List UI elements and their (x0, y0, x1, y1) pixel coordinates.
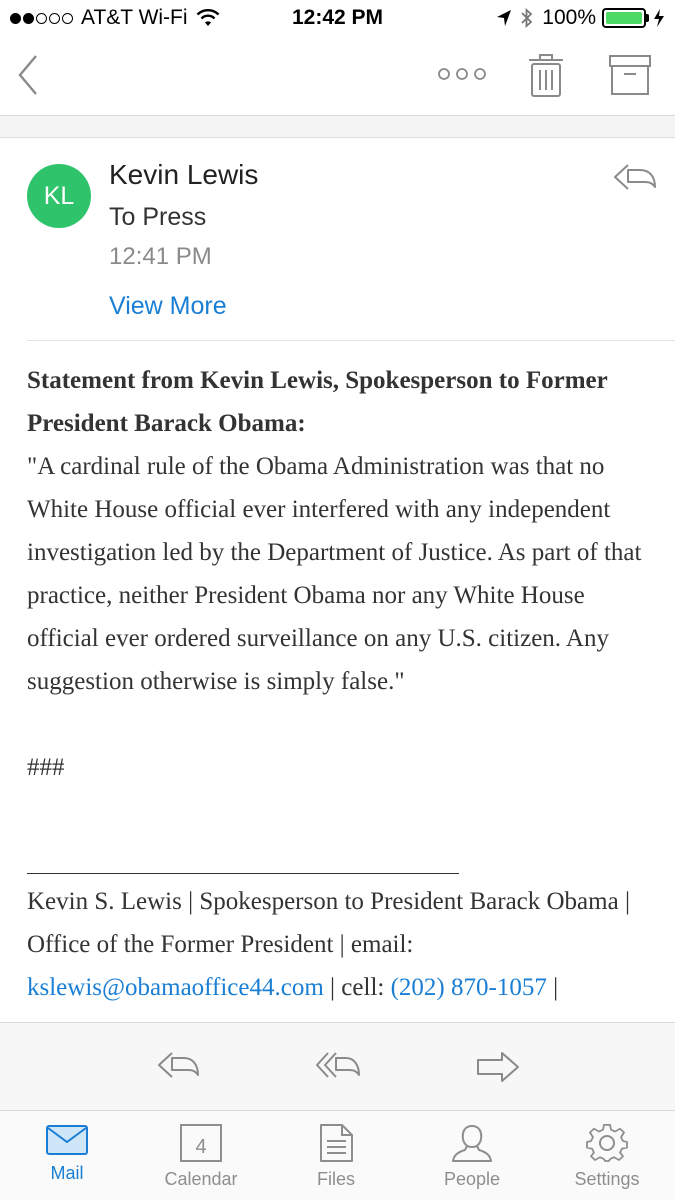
signature-text: Kevin S. Lewis | Spokesperson to President Barack Obama | Office of the Former President | email: (27, 888, 630, 958)
forward-icon[interactable] (476, 1049, 520, 1085)
carrier-name: AT&T Wi-Fi (81, 6, 188, 29)
tab-settings[interactable] (552, 1123, 662, 1199)
action-bar (0, 1022, 675, 1111)
mail-icon (45, 1123, 89, 1157)
location-arrow-icon (496, 9, 512, 27)
end-marker: ### (27, 754, 65, 781)
tab-mail[interactable] (12, 1123, 122, 1199)
reply-all-icon[interactable] (316, 1049, 360, 1085)
status-right (496, 6, 665, 30)
signature-contact (27, 966, 657, 1009)
message-time: 12:41 PM (109, 243, 212, 270)
archive-icon[interactable] (606, 52, 654, 98)
message-body (27, 359, 657, 1021)
back-chevron-icon[interactable] (14, 52, 44, 98)
reply-icon[interactable] (612, 161, 658, 197)
battery-percent: 100% (542, 6, 596, 29)
message-toolbar (0, 38, 675, 116)
header-divider (27, 340, 675, 341)
battery-icon (602, 8, 649, 28)
view-more-link[interactable]: View More (109, 292, 227, 320)
settings-icon (586, 1123, 628, 1163)
message-header (0, 139, 675, 341)
avatar[interactable]: KL (27, 164, 91, 228)
calendar-icon (179, 1123, 223, 1163)
people-icon (450, 1123, 494, 1163)
sender-name[interactable]: Kevin Lewis (109, 159, 259, 190)
charging-bolt-icon (653, 8, 665, 28)
tab-people[interactable] (417, 1123, 527, 1199)
tab-bar (0, 1111, 675, 1200)
tab-calendar[interactable] (146, 1123, 256, 1199)
files-icon (316, 1123, 356, 1163)
tab-files[interactable] (281, 1123, 391, 1199)
signature-trail: | (546, 974, 559, 1001)
signature-email-link[interactable]: kslewis@obamaoffice44.com (27, 974, 324, 1001)
tab-label: Mail (50, 1163, 84, 1183)
statement-quote: "A cardinal rule of the Obama Administration was that no White House official ever interfered with any independent investigation led by the Department of Justice. As part of that practice, neither President Obama nor any White House official ever ordered surveillance on any U.S. citizen. Any suggestion otherwise is simply false." (27, 453, 642, 695)
status-time: 12:42 PM (291, 6, 384, 29)
recipient-line: To Press (109, 203, 207, 231)
tab-label: People (443, 1169, 501, 1189)
divider-strip (0, 116, 675, 138)
bluetooth-icon (520, 8, 534, 28)
signature-rule (27, 873, 459, 874)
more-dots-icon[interactable] (436, 66, 488, 82)
tab-label: Calendar (164, 1169, 238, 1189)
trash-icon[interactable] (526, 52, 566, 98)
statement-heading: Statement from Kevin Lewis, Spokesperson to Former President Barack Obama: (27, 367, 608, 437)
status-bar (0, 0, 675, 38)
tab-label: Files (316, 1169, 355, 1189)
signature-phone-link[interactable]: (202) 870-1057 (390, 974, 547, 1001)
calendar-day: 4 (195, 1136, 207, 1158)
tab-label: Settings (574, 1169, 640, 1189)
reply-icon[interactable] (156, 1049, 200, 1085)
signature-cell-label: | cell: (323, 974, 391, 1001)
